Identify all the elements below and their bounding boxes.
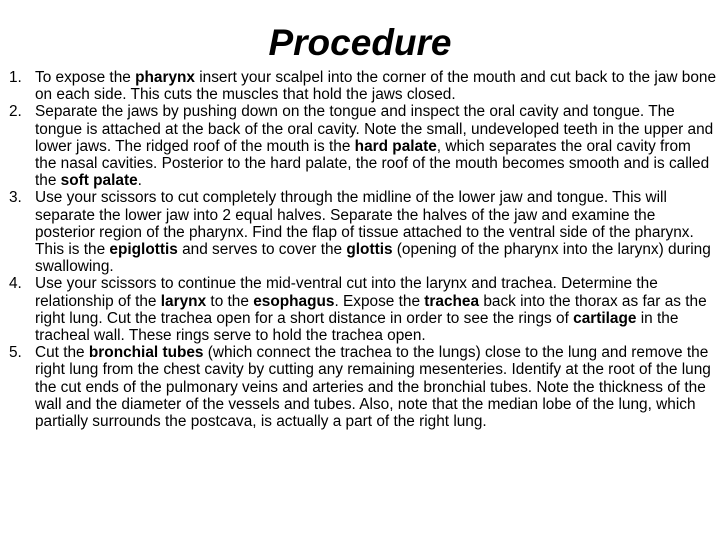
step-text: insert your scalpel into the corner of the mouth and cut back to the jaw bone on each side. This cuts the muscles that hold the jaws closed. [35,69,717,104]
step-number: 1. [9,69,22,86]
step-number: 4. [9,275,22,293]
step-text: . Expose the [334,292,425,310]
step-number: 5. [9,344,22,362]
step-text: , which separates the oral cavity from the nasal cavities. Posterior to the hard palate, the roof of the mouth becomes smooth and is called the [35,137,710,190]
step-text: (which connect the trachea to the lungs) close to the lung and remove the right lung from the chest cavity by cutting any remaining mesenteries. Identify at the root of the lung the cut ends of the pulmonary veins and arteries and the bronchial tubes. Note the thickness of the wall and the diameter of the vessels and tubes. Also, note that the median lobe of the lung, which partially surrounds the postcava, is actually a part of the right lung. [35,344,711,431]
step-text: back into the thorax as far as the right lung. Cut the trachea open for a short distance in order to see the rings of [35,292,707,327]
procedure-step [0,69,716,103]
key-term: trachea [424,292,480,310]
procedure-step [0,189,716,275]
step-number: 3. [9,189,22,207]
step-number: 2. [9,103,22,121]
procedure-list [0,69,716,430]
procedure-step [0,103,716,189]
key-term: soft palate [60,172,138,190]
step-text: . [137,172,142,190]
key-term: glottis [346,241,393,259]
step-text: Use your scissors to cut completely through the midline of the lower jaw and tongue. This will separate the lower jaw into 2 equal halves. Separate the halves of the jaw and examine the posterior region of the pharynx. Find the flap of tissue attached to the ventral side of the pharynx. This is the [35,189,694,259]
key-term: larynx [160,292,207,310]
step-text: Separate the jaws by pushing down on the tongue and inspect the oral cavity and tongue. The tongue is attached at the back of the oral cavity. Note the small, undeveloped teeth in the upper and lower jaws. The ridged roof of the mouth is the [35,103,714,155]
step-text: Use your scissors to continue the mid-ventral cut into the larynx and trachea. Determine the relationship of the [35,275,658,310]
procedure-step [0,275,716,344]
key-term: pharynx [135,69,195,86]
step-text: in the tracheal wall. These rings serve to hold the trachea open. [35,309,679,345]
key-term: hard palate [354,137,437,155]
step-text: (opening of the pharynx into the larynx) during swallowing. [35,241,711,276]
key-term: cartilage [573,309,637,327]
step-text: Cut the [35,344,89,362]
page-title: Procedure [268,22,452,63]
key-term: bronchial tubes [88,344,204,362]
step-text: To expose the [35,69,136,86]
step-text: to the [206,292,254,310]
step-text: and serves to cover the [177,241,347,259]
key-term: esophagus [253,292,335,310]
key-term: epiglottis [109,241,178,259]
procedure-step [0,344,716,430]
